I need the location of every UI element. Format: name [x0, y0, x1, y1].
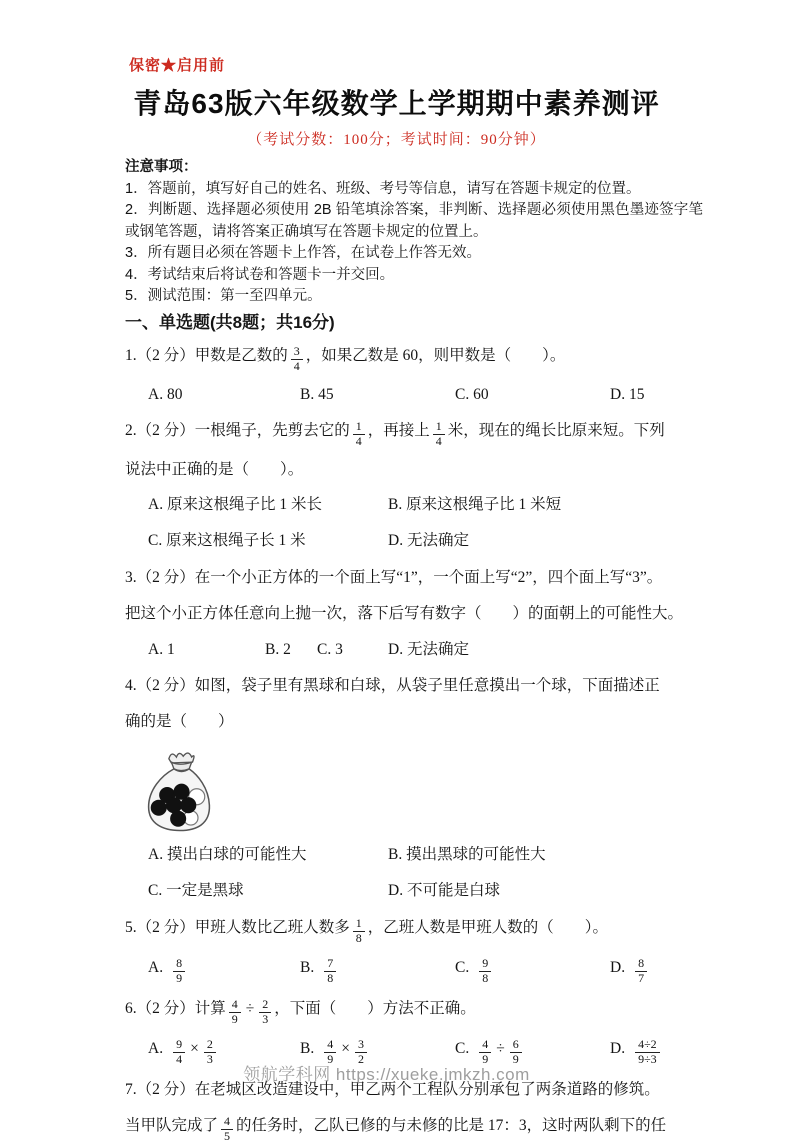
option-b	[300, 948, 455, 988]
fraction-denominator: 4	[433, 434, 445, 449]
option-c: C. 一定是黑球	[148, 881, 244, 899]
fraction-numerator: 4	[231, 996, 238, 1011]
fraction-denominator: 2	[355, 1052, 367, 1067]
option-label: B.	[300, 1039, 315, 1057]
fraction	[324, 957, 336, 986]
option-a	[148, 948, 300, 988]
fraction-numerator: 9	[482, 955, 489, 970]
fraction	[259, 998, 271, 1027]
option-c: C. 原来这根绳子长 1 米	[148, 531, 306, 549]
stem-text: ，如果乙数是 60，则甲数是（ ）。	[305, 346, 566, 364]
fraction	[221, 1115, 233, 1144]
note-item-3: 3．所有题目必须在答题卡上作答，在试卷上作答无效。	[125, 245, 482, 261]
option-b: B. 45	[300, 385, 334, 403]
question-4-options-row-1	[125, 838, 703, 871]
question-4	[125, 670, 703, 907]
fraction-denominator: 3	[259, 1012, 271, 1027]
fraction-numerator: 4÷2	[638, 1036, 657, 1051]
fraction-denominator: 8	[479, 971, 491, 986]
option-label: C.	[455, 1039, 470, 1057]
fraction	[353, 420, 365, 449]
question-5-stem	[125, 909, 703, 946]
stem-text: ，下面（ ）方法不正确。	[274, 999, 476, 1017]
fraction-numerator: 4	[224, 1113, 231, 1128]
stem-text: 的任务时，乙队已修的与未修的比是 17：3，这时两队剩下的任	[236, 1116, 667, 1134]
fraction	[635, 957, 647, 986]
option-d: D. 15	[610, 385, 645, 403]
option-label: D.	[610, 1039, 626, 1057]
fraction-numerator: 3	[357, 1036, 364, 1051]
question-2	[125, 412, 703, 557]
fraction-denominator: 9	[510, 1052, 522, 1067]
stem-text: 6.（2 分）计算	[125, 999, 226, 1017]
stem-text: ，乙班人数是甲班人数的（ ）。	[367, 918, 609, 936]
fraction-denominator: 3	[204, 1052, 216, 1067]
watermark-footer: 领航学科网 https://xueke.jmkzh.com	[243, 1065, 530, 1084]
option-c	[455, 948, 610, 988]
question-3-options	[125, 634, 703, 665]
note-item-2: 2．判断题、选择题必须使用 2B 铅笔填涂答案，非判断、选择题必须使用黑色墨迹签字笔或钢笔答题，请将答案正确填写在答题卡规定的位置上。	[125, 202, 703, 240]
fraction-denominator: 7	[635, 971, 647, 986]
question-1	[125, 337, 703, 410]
note-item-1: 1．答题前，填写好自己的姓名、班级、考号等信息，请写在答题卡规定的位置。	[125, 180, 641, 197]
fraction-denominator: 8	[353, 931, 365, 946]
option-label: C.	[455, 958, 470, 976]
fraction-numerator: 7	[327, 955, 334, 970]
question-3-stem-line-1: 3.（2 分）在一个小正方体的一个面上写“1”，一个面上写“2”，四个面上写“3”。	[125, 568, 663, 586]
option-d: D. 无法确定	[388, 531, 469, 549]
stem-text: 5.（2 分）甲班人数比乙班人数多	[125, 918, 350, 936]
question-5	[125, 909, 703, 988]
option-c: C. 3	[317, 640, 343, 658]
option-c: C. 60	[455, 385, 489, 403]
fraction-denominator: 9	[173, 971, 185, 986]
note-item-4: 4．考试结束后将试卷和答题卡一并交回。	[125, 266, 395, 283]
question-7-stem-line-1: 7.（2 分）在老城区改造建设中，甲乙两个工程队分别承包了两条道路的修筑。	[125, 1080, 660, 1098]
option-d	[610, 948, 703, 988]
fraction-numerator: 8	[638, 955, 645, 970]
question-5-options	[125, 948, 703, 988]
fraction-denominator: 4	[353, 434, 365, 449]
stem-text: 当甲队完成了	[125, 1116, 219, 1134]
page-title: 青岛63版六年级数学上学期期中素养测评	[133, 88, 660, 119]
multiply-operator: ×	[341, 1039, 350, 1057]
fraction-numerator: 4	[327, 1036, 334, 1051]
fraction-numerator: 1	[435, 418, 442, 433]
fraction	[173, 957, 185, 986]
fraction-numerator: 6	[512, 1036, 519, 1051]
option-b: B. 2	[265, 640, 291, 658]
fraction-denominator: 4	[291, 359, 303, 374]
option-a: A. 1	[148, 640, 175, 658]
classification-label: 保密★启用前	[129, 57, 226, 74]
paper-body	[125, 157, 703, 1144]
section-title: 一、单选题(共8题；共16分)	[125, 312, 335, 332]
question-2-stem-line-1	[125, 412, 703, 449]
fraction	[291, 345, 303, 374]
divide-operator: ÷	[245, 999, 255, 1017]
fraction-numerator: 2	[206, 1036, 213, 1051]
fraction-numerator: 1	[355, 915, 362, 930]
fraction-denominator: 9	[229, 1012, 241, 1027]
fraction-numerator: 4	[482, 1036, 489, 1051]
fraction-numerator: 8	[176, 955, 183, 970]
question-3	[125, 562, 703, 665]
fraction	[353, 917, 365, 946]
option-d: D. 不可能是白球	[388, 881, 500, 899]
fraction-denominator: 9	[324, 1052, 336, 1067]
notes-title: 注意事项：	[125, 159, 198, 175]
stem-text: ，再接上	[367, 421, 430, 439]
fraction-denominator: 5	[221, 1129, 233, 1144]
question-2-options-row-2	[125, 524, 703, 557]
fraction	[479, 957, 491, 986]
fraction-numerator: 1	[355, 418, 362, 433]
option-label: A.	[148, 1039, 164, 1057]
fraction-denominator: 4	[173, 1052, 185, 1067]
stem-text: 2.（2 分）一根绳子，先剪去它的	[125, 421, 350, 439]
option-label: A.	[148, 958, 164, 976]
note-item-5: 5．测试范围：第一至四单元。	[125, 288, 322, 304]
question-6-stem	[125, 990, 703, 1027]
stem-text: 1.（2 分）甲数是乙数的	[125, 346, 288, 364]
option-a: A. 80	[148, 385, 183, 403]
question-4-options-row-2	[125, 874, 703, 907]
fraction-numerator: 2	[262, 996, 269, 1011]
exam-notes	[125, 157, 703, 308]
option-label: B.	[300, 958, 315, 976]
question-4-stem-line-2: 确的是（ ）	[125, 712, 234, 730]
option-a: A. 原来这根绳子比 1 米长	[148, 495, 322, 513]
option-a: A. 摸出白球的可能性大	[148, 845, 307, 863]
option-b: B. 原来这根绳子比 1 米短	[388, 495, 562, 513]
question-3-stem-line-2: 把这个小正方体任意向上抛一次，落下后写有数字（ ）的面朝上的可能性大。	[125, 604, 684, 622]
multiply-operator: ×	[190, 1039, 199, 1057]
fraction-denominator: 8	[324, 971, 336, 986]
fraction-denominator: 9	[479, 1052, 491, 1067]
question-1-options	[125, 379, 703, 410]
bag-of-balls-icon	[141, 747, 217, 833]
fraction	[433, 420, 445, 449]
question-6	[125, 990, 703, 1069]
option-label: D.	[610, 958, 626, 976]
exam-subtitle: （考试分数：100分；考试时间：90分钟）	[247, 132, 546, 148]
stem-text: 米，现在的绳长比原来短。下列	[447, 421, 665, 439]
question-4-figure	[141, 747, 703, 835]
option-b: B. 摸出黑球的可能性大	[388, 845, 546, 863]
question-7-stem-line-2	[125, 1107, 703, 1144]
fraction-numerator: 9	[176, 1036, 183, 1051]
question-2-stem-line-2: 说法中正确的是（ ）。	[125, 460, 304, 478]
fraction-numerator: 3	[293, 343, 300, 358]
option-d: D. 无法确定	[388, 640, 469, 658]
divide-operator: ÷	[496, 1039, 505, 1057]
question-1-stem	[125, 337, 703, 374]
fraction	[229, 998, 241, 1027]
question-2-options-row-1	[125, 488, 703, 521]
question-4-stem-line-1: 4.（2 分）如图，袋子里有黑球和白球，从袋子里任意摸出一个球，下面描述正	[125, 676, 660, 694]
fraction-denominator: 9÷3	[635, 1052, 660, 1067]
